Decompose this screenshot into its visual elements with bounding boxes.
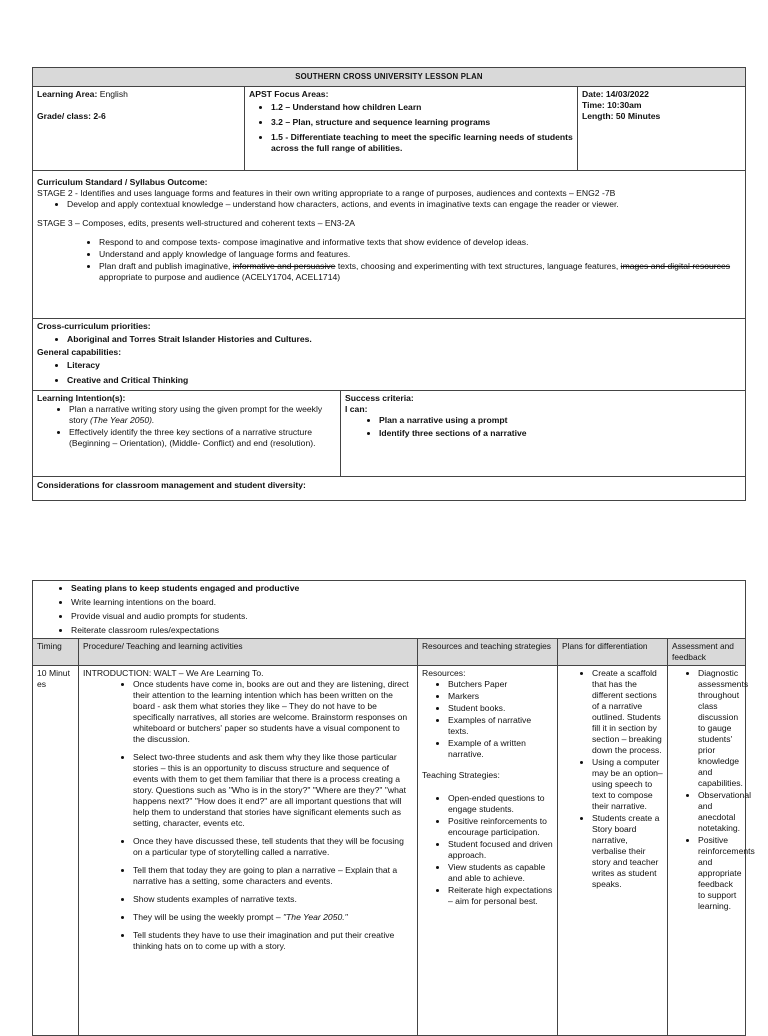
cross-priority-item: • Aboriginal and Torres Strait Islander Histories and Cultures. xyxy=(67,334,741,345)
stage2-outcome: STAGE 2 - Identifies and uses language forms and features in their own writing appropriate to a range of purposes, audiences and contexts – ENG2 -7B xyxy=(37,187,616,198)
apst-focus-cell: APST Focus Areas: • 1.2 – Understand how children Learn • 3.2 – Plan, structure and sequence learning programs • 1.5 - Differentiate teaching to meet the specific learning needs of students across the full range of abilities. xyxy=(245,86,578,170)
strategy-item: • Reiterate high expectations – aim for personal best. xyxy=(448,885,553,907)
resource-item: • Examples of narrative texts. xyxy=(448,715,553,737)
procedure-cell xyxy=(79,665,418,1035)
date-time-cell xyxy=(578,86,746,170)
resource-item: • Student books. xyxy=(448,703,553,714)
management-item: • Seating plans to keep students engaged and productive xyxy=(71,583,741,594)
lesson-plan-header-table xyxy=(32,67,745,501)
stage3-bullet: • Plan draft and publish imaginative, informative and persuasive texts, choosing and experimenting with text structures, language features, images and digital resources appropriate to purpose and audience (ACELY1704, ACEL1714) xyxy=(99,261,741,283)
assessment-item: • Observational and anecdotal notetaking. xyxy=(698,790,741,834)
strategy-item: • Student focused and driven approach. xyxy=(448,839,553,861)
header-procedure: Procedure/ Teaching and learning activities xyxy=(79,639,418,666)
header-assessment: Assessment and feedback xyxy=(668,639,746,666)
success-item: • Identify three sections of a narrative xyxy=(379,428,741,439)
success-criteria-cell: Success criteria: I can: • Plan a narrative using a prompt • Identify three sections of a narrative xyxy=(341,391,746,477)
resources-cell: Resources: • Butchers Paper • Markers • Student books. • Examples of narrative texts. • Example of a written narrative. Teaching Strategies: • Open-ended questions to engage students. • Positive reinforcements to encourage participation. • Student focused and driven approach. • View students as capable and able to achieve. • Reiterate high expectations – aim for personal best. xyxy=(418,665,558,1035)
header-differentiation: Plans for differentiation xyxy=(558,639,668,666)
resource-item: • Example of a written narrative. xyxy=(448,738,553,760)
procedure-item: • Tell students they have to use their imagination and put their creative thinking hats on to come up with a story. xyxy=(133,930,413,952)
stage3-outcome: STAGE 3 – Composes, edits, presents well-structured and coherent texts – EN3-2A xyxy=(37,217,355,228)
procedure-item: • They will be using the weekly prompt – "The Year 2050." xyxy=(133,912,413,923)
capability-item: • Literacy xyxy=(67,360,741,371)
success-item: • Plan a narrative using a prompt xyxy=(379,415,741,426)
considerations-cell: Considerations for classroom management and student diversity: xyxy=(33,477,746,501)
lesson-date: Date: 14/03/2022 xyxy=(582,88,649,99)
stage3-bullet: • Respond to and compose texts- compose imaginative and informative texts that show evidence of develop ideas. xyxy=(99,237,741,248)
lesson-length: Length: 50 Minutes xyxy=(582,110,661,121)
apst-item: • 1.2 – Understand how children Learn xyxy=(271,102,573,113)
resource-item: • Markers xyxy=(448,691,553,702)
management-item: • Write learning intentions on the board. xyxy=(71,597,741,608)
differentiation-item: • Create a scaffold that has the different sections of a narrative outlined. Students fill it in section by section – breaking down the process. xyxy=(592,668,663,756)
assessment-cell xyxy=(668,665,755,1035)
intro-heading: INTRODUCTION: WALT – We Are Learning To. xyxy=(83,667,264,678)
resource-item: • Butchers Paper xyxy=(448,679,553,690)
header-timing: Timing xyxy=(33,639,79,666)
header-resources: Resources and teaching strategies xyxy=(418,639,558,666)
lesson-plan-body-table xyxy=(32,580,755,1036)
stage2-bullet: • Develop and apply contextual knowledge – understand how characters, actions, and events in imaginative texts can engage the reader or viewer. xyxy=(67,199,741,210)
apst-item: • 1.5 - Differentiate teaching to meet the specific learning needs of students across the full range of abilities. xyxy=(271,132,573,154)
intention-item: • Plan a narrative writing story using the given prompt for the weekly story (The Year 2050). xyxy=(69,404,336,426)
procedure-item: • Select two-three students and ask them why they like those particular stories – this is an opportunity to discuss structure and sequence of events with them to get them familiar that there is a process creating a story. Questions such as "Who is in the story?" "Where are they?" "what happens next?" "How does it end?" are all important questions that will help them to understand that stories have significant elements such as setting, character, events etc. xyxy=(133,752,413,829)
grade-class: Grade/ class: 2-6 xyxy=(37,110,106,121)
management-list-cell xyxy=(33,581,746,639)
learning-intention-cell: Learning Intention(s): • Plan a narrative writing story using the given prompt for the weekly story (The Year 2050). • Effectively identify the three key sections of a narrative structure (Beginning – Orientation), (Middle- Conflict) and end (resolution). xyxy=(33,391,341,477)
strategy-item: • Open-ended questions to engage students. xyxy=(448,793,553,815)
procedure-item: • Show students examples of narrative texts. xyxy=(133,894,413,905)
stage3-bullet: • Understand and apply knowledge of language forms and features. xyxy=(99,249,741,260)
assessment-item: • Positive reinforcements and appropriate feedback to support learning. xyxy=(698,835,741,912)
procedure-item: • Once they have discussed these, tell students that they will be focusing on a particular type of storytelling called a narrative. xyxy=(133,836,413,858)
management-item: • Reiterate classroom rules/expectations xyxy=(71,625,741,636)
capability-item: • Creative and Critical Thinking xyxy=(67,375,741,386)
timing-cell: 10 Minutes xyxy=(33,665,79,1035)
procedure-item: • Once students have come in, books are out and they are listening, direct their attention to the learning intention which has been written on the board - ask them what stories they like – They do not have to be specifically narratives, all stories are welcome. Brainstorm responses on whiteboard or butchers' paper so students have a visual component to the discussion. xyxy=(133,679,413,745)
lesson-plan-title: SOUTHERN CROSS UNIVERSITY LESSON PLAN xyxy=(33,68,746,87)
differentiation-item: • Students create a Story board narrative, verbalise their story and teacher writes as student speaks. xyxy=(592,813,663,890)
apst-item: • 3.2 – Plan, structure and sequence learning programs xyxy=(271,117,573,128)
assessment-item: • Diagnostic assessments throughout class discussion to gauge students' prior knowledge and capabilities. xyxy=(698,668,741,789)
management-item: • Provide visual and audio prompts for students. xyxy=(71,611,741,622)
strategy-item: • Positive reinforcements to encourage participation. xyxy=(448,816,553,838)
curriculum-cell: Curriculum Standard / Syllabus Outcome: STAGE 2 - Identifies and uses language forms and features in their own writing appropriate to a range of purposes, audiences and contexts – ENG2 -7B • Develop and apply contextual knowledge – understand how characters, actions, and events in imaginative texts can engage the reader or viewer. STAGE 3 – Composes, edits, presents well-structured and coherent texts – EN3-2A • Respond to and compose texts- compose imaginative and informative texts that show evidence of develop ideas. • Understand and apply knowledge of language forms and features. • Plan draft and publish imaginative, informative and persuasive texts, choosing and experimenting with text structures, language features, images and digital resources appropriate to purpose and audience (ACELY1704, ACEL1714) xyxy=(33,170,746,318)
differentiation-cell xyxy=(558,665,668,1035)
differentiation-item: • Using a computer may be an option– using speech to text to compose their narrative. xyxy=(592,757,663,812)
learning-area-cell: Learning Area: English Grade/ class: 2-6 xyxy=(33,86,245,170)
procedure-item: • Tell them that today they are going to plan a narrative – Explain that a narrative has a setting, some characters and events. xyxy=(133,865,413,887)
priorities-cell: Cross-curriculum priorities: • Aboriginal and Torres Strait Islander Histories and Cultures. General capabilities: • Literacy • Creative and Critical Thinking xyxy=(33,318,746,390)
lesson-time: Time: 10:30am xyxy=(582,99,642,110)
strategy-item: • View students as capable and able to achieve. xyxy=(448,862,553,884)
intention-item: • Effectively identify the three key sections of a narrative structure (Beginning – Orientation), (Middle- Conflict) and end (resolution). xyxy=(69,427,336,449)
